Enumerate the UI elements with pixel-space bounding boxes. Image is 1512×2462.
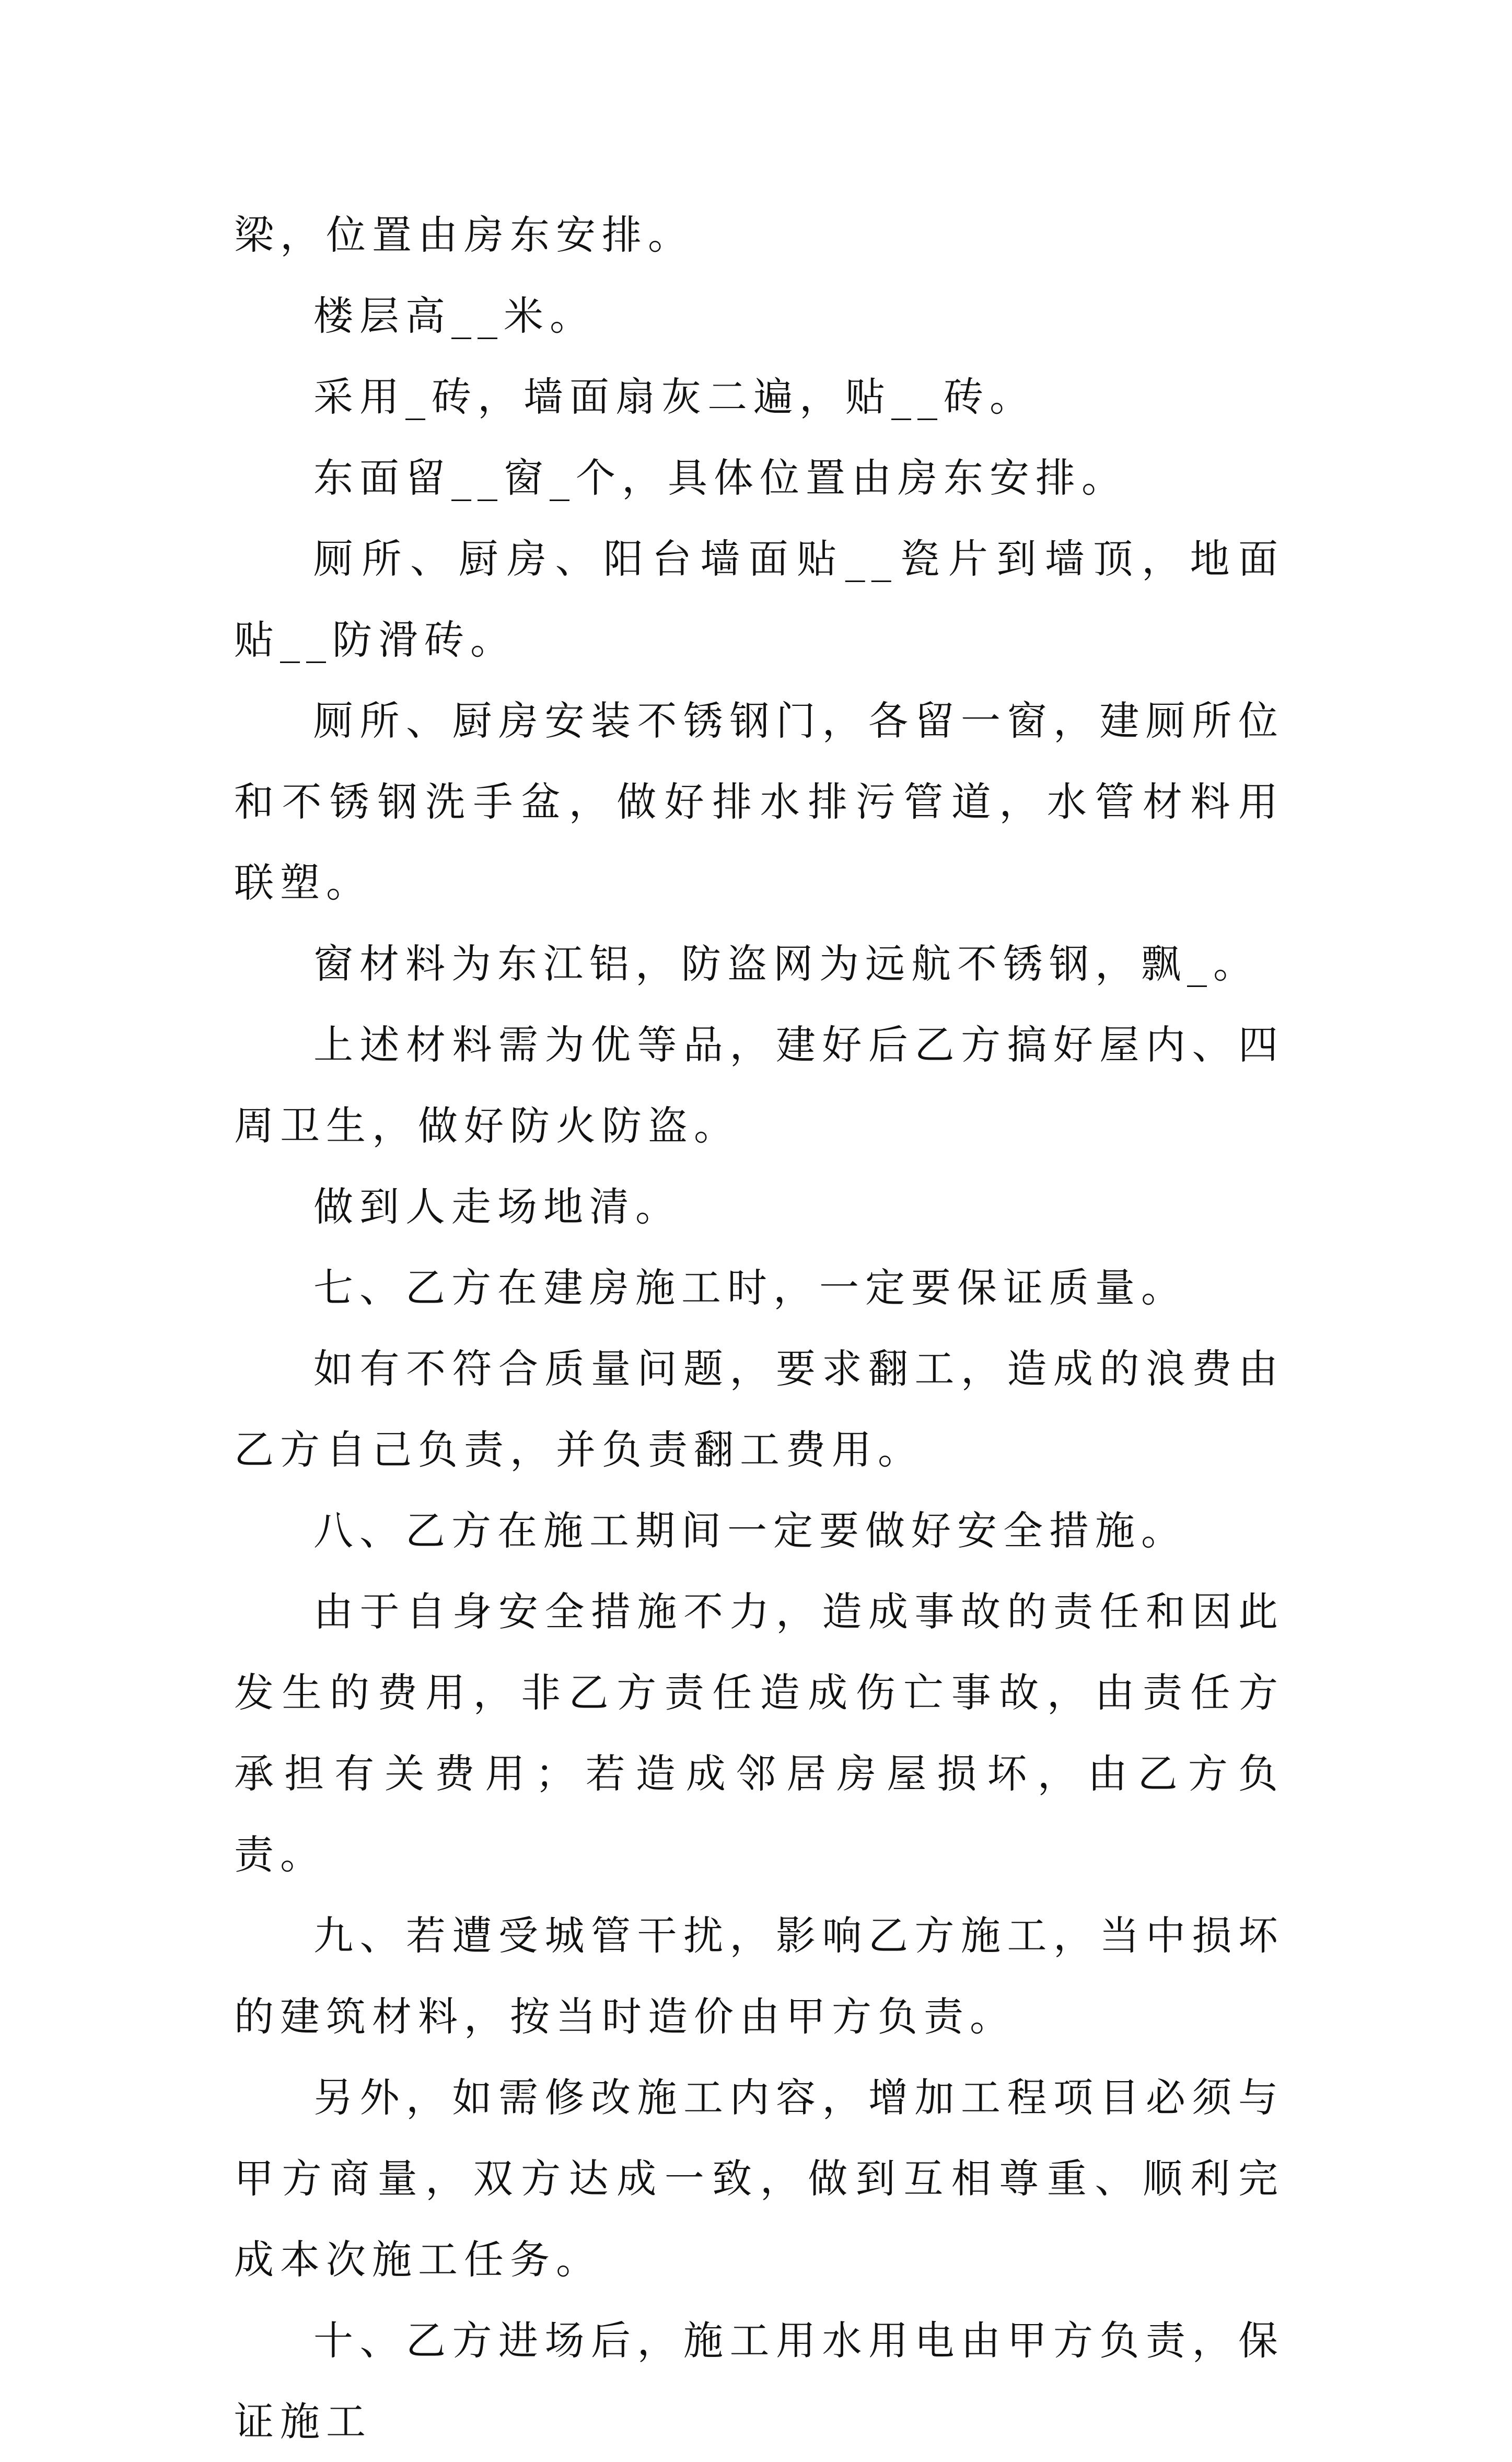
paragraph: 上述材料需为优等品，建好后乙方搞好屋内、四周卫生，做好防火防盗。 <box>234 1021 1284 1149</box>
paragraph: 九、若遭受城管干扰，影响乙方施工，当中损坏的建筑材料，按当时造价由甲方负责。 <box>234 1912 1284 2040</box>
paragraph: 东面留__窗_个，具体位置由房东安排。 <box>313 455 1127 501</box>
paragraph: 七、乙方在建房施工时，一定要保证质量。 <box>313 1264 1187 1311</box>
paragraph: 十、乙方进场后，施工用水用电由甲方负责，保证施工 <box>234 2317 1284 2445</box>
paragraph: 另外，如需修改施工内容，增加工程项目必须与甲方商量，双方达成一致，做到互相尊重、顺利完成本次施工任务。 <box>234 2074 1284 2283</box>
paragraph: 八、乙方在施工期间一定要做好安全措施。 <box>313 1507 1187 1554</box>
paragraph: 楼层高__米。 <box>313 293 596 339</box>
paragraph: 如有不符合质量问题，要求翻工，造成的浪费由乙方自己负责，并负责翻工费用。 <box>234 1345 1284 1473</box>
paragraph: 厕所、厨房安装不锈钢门，各留一窗，建厕所位和不锈钢洗手盆，做好排水排污管道，水管材料用联塑。 <box>234 698 1284 906</box>
paragraph: 梁，位置由房东安排。 <box>234 212 694 258</box>
document-body <box>234 194 1284 2462</box>
paragraph: 厕所、厨房、阳台墙面贴__瓷片到墙顶，地面贴__防滑砖。 <box>234 536 1284 663</box>
paragraph: 做到人走场地清。 <box>313 1183 681 1230</box>
paragraph: 窗材料为东江铝，防盗网为远航不锈钢，飘_。 <box>313 940 1259 987</box>
paragraph: 由于自身安全措施不力，造成事故的责任和因此发生的费用，非乙方责任造成伤亡事故，由责任方承担有关费用；若造成邻居房屋损坏，由乙方负责。 <box>234 1588 1284 1878</box>
paragraph: 采用_砖，墙面扇灰二遍，贴__砖。 <box>313 374 1036 420</box>
